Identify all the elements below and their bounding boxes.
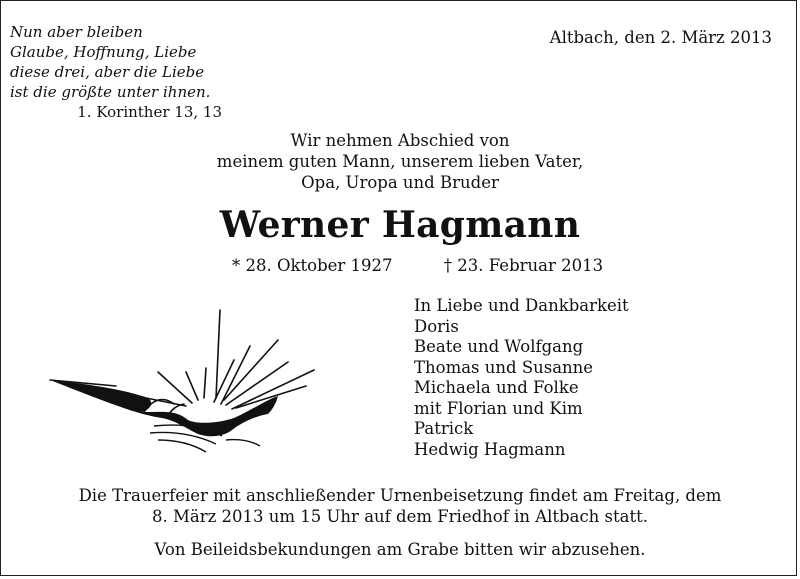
quote-line: ist die größte unter ihnen.: [10, 83, 211, 101]
bible-quote: [10, 22, 250, 122]
mourner-line: mit Florian und Kim: [414, 398, 583, 418]
quote-line: diese drei, aber die Liebe: [10, 63, 205, 81]
mourner-line: Michaela und Folke: [414, 378, 579, 397]
mourner-line: Thomas und Susanne: [414, 357, 594, 377]
sunset-over-waves-icon: [46, 300, 376, 470]
deceased-name: Werner Hagmann: [219, 204, 581, 246]
quote-line: Nun aber bleiben: [10, 23, 143, 41]
mourner-line: Beate und Wolfgang: [414, 337, 584, 356]
life-dates: [232, 256, 603, 275]
funeral-info-line: Die Trauerfeier mit anschließender Urnenbeisetzung findet am Freitag, dem: [78, 486, 722, 505]
quote-line: Glaube, Hoffnung, Liebe: [10, 43, 197, 61]
funeral-info-line: 8. März 2013 um 15 Uhr auf dem Friedhof in Altbach statt.: [151, 507, 648, 526]
mourner-line: Doris: [414, 316, 459, 336]
condolence-note: Von Beileidsbekundungen am Grabe bitten wir abzusehen.: [154, 540, 646, 559]
farewell-text: [0, 130, 800, 193]
mourner-line: Patrick: [414, 419, 474, 438]
place-date: Altbach, den 2. März 2013: [549, 28, 772, 47]
farewell-line: meinem guten Mann, unserem lieben Vater,: [216, 152, 584, 171]
farewell-line: Wir nehmen Abschied von: [290, 131, 510, 150]
farewell-line: Opa, Uropa und Bruder: [301, 173, 499, 192]
mourners-list: [414, 296, 629, 460]
birth-date: * 28. Oktober 1927: [232, 256, 393, 275]
quote-reference: 1. Korinther 13, 13: [77, 103, 222, 121]
death-date: † 23. Februar 2013: [443, 256, 604, 275]
mourner-line: In Liebe und Dankbarkeit: [414, 296, 629, 315]
mourner-line: Hedwig Hagmann: [414, 439, 566, 459]
funeral-info: [0, 485, 800, 560]
